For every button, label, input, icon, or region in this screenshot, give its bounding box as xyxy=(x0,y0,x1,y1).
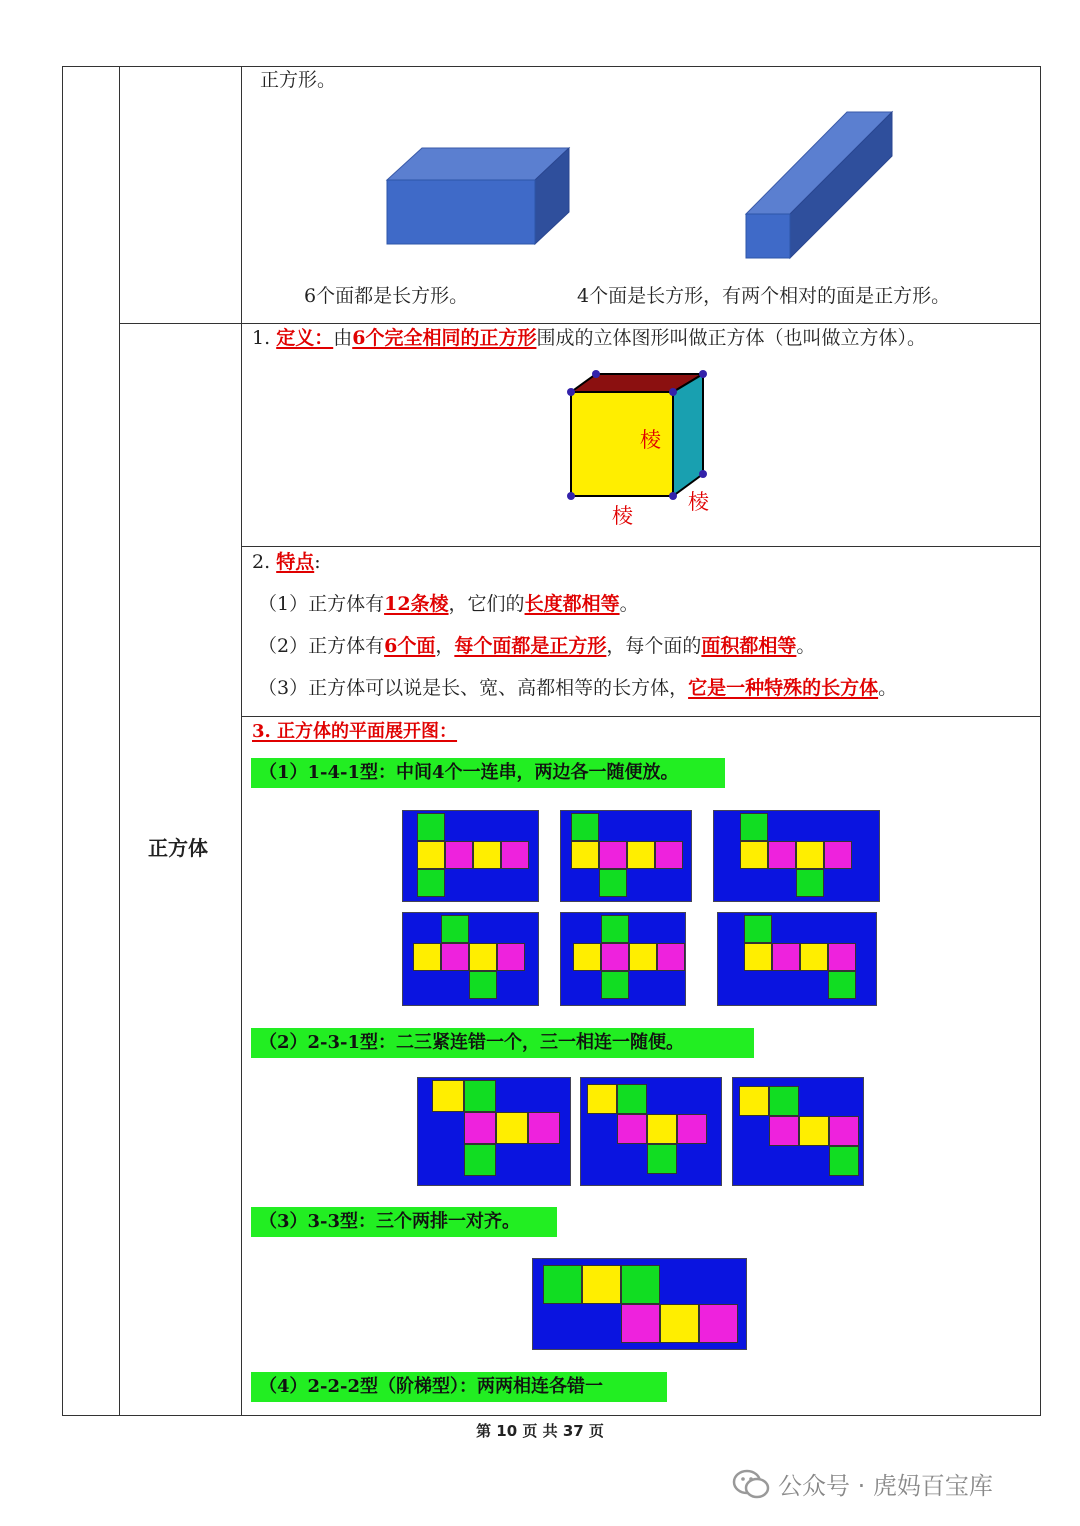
net-square xyxy=(417,841,445,869)
net-square xyxy=(769,1086,799,1116)
net-square xyxy=(796,869,824,897)
feature-highlight: 每个面都是正方形 xyxy=(454,635,607,657)
feature-text: 。 xyxy=(619,593,639,615)
net-square xyxy=(657,943,685,971)
net-type-2-bar: （2）2-3-1型：二三紧连错一个，三一相连一随便。 xyxy=(251,1028,754,1058)
vertex-dot xyxy=(567,492,575,500)
definition-line xyxy=(252,326,926,350)
definition-highlight: 6个完全相同的正方形 xyxy=(352,327,537,349)
net-square xyxy=(740,841,768,869)
net-square xyxy=(601,943,629,971)
net-square xyxy=(800,943,828,971)
vertex-dot xyxy=(567,388,575,396)
feature-text: ，它们的 xyxy=(448,593,525,615)
net-square xyxy=(627,841,655,869)
net-square xyxy=(744,915,772,943)
net-square xyxy=(441,915,469,943)
net-square xyxy=(501,841,529,869)
row-divider xyxy=(241,546,1040,547)
feature-highlight: 它是一种特殊的长方体 xyxy=(688,677,879,699)
net-diagram xyxy=(560,912,686,1006)
net-type-4-bar: （4）2-2-2型（阶梯型）：两两相连各错一 xyxy=(251,1372,667,1402)
net-square xyxy=(768,841,796,869)
net-square xyxy=(740,813,768,841)
feature-text: （3）正方体可以说是长、宽、高都相等的长方体， xyxy=(258,677,689,699)
edge-label: 棱 xyxy=(640,428,661,452)
net-square xyxy=(528,1112,560,1144)
net-square xyxy=(601,915,629,943)
row-divider xyxy=(241,716,1040,717)
feature-highlight: 长度都相等 xyxy=(524,593,620,615)
net-square xyxy=(571,813,599,841)
net-square xyxy=(660,1304,699,1343)
net-square xyxy=(647,1114,677,1144)
row-label: 正方体 xyxy=(148,836,208,860)
definition-num: 1. xyxy=(252,327,271,349)
net-square xyxy=(417,869,445,897)
net-square xyxy=(699,1304,738,1343)
definition-pre: 由 xyxy=(333,327,353,349)
feature-highlight: 12条棱 xyxy=(384,593,449,615)
net-square xyxy=(744,943,772,971)
vertex-dot xyxy=(699,470,707,478)
net-square xyxy=(464,1144,496,1176)
caption-left: 6个面都是长方形。 xyxy=(304,285,469,307)
feature-highlight: 面积都相等 xyxy=(701,635,797,657)
net-square xyxy=(617,1114,647,1144)
net-square xyxy=(582,1265,621,1304)
caption-right: 4个面是长方形，有两个相对的面是正方形。 xyxy=(577,285,951,307)
net-diagram xyxy=(732,1077,864,1186)
net-square xyxy=(824,841,852,869)
net-square xyxy=(599,841,627,869)
net-diagram xyxy=(532,1258,747,1350)
net-square xyxy=(497,943,525,971)
net-square xyxy=(796,841,824,869)
net-diagram xyxy=(713,810,880,902)
net-square xyxy=(432,1080,464,1112)
net-diagram xyxy=(402,810,539,902)
feature-text: 。 xyxy=(796,635,816,657)
watermark-text: 公众号 · 虎妈百宝库 xyxy=(778,1472,993,1500)
net-square xyxy=(413,943,441,971)
features-num: 2. xyxy=(252,551,271,573)
column-divider xyxy=(119,67,120,1415)
net-square xyxy=(445,841,473,869)
definition-label: 定义： xyxy=(276,327,334,349)
net-diagram xyxy=(717,912,877,1006)
net-square xyxy=(571,841,599,869)
net-square xyxy=(441,943,469,971)
net-square xyxy=(601,971,629,999)
net-diagram xyxy=(560,810,692,902)
net-square xyxy=(617,1084,647,1114)
edge-label: 棱 xyxy=(688,490,709,514)
net-square xyxy=(799,1116,829,1146)
net-square xyxy=(621,1304,660,1343)
net-square xyxy=(629,943,657,971)
row-divider xyxy=(119,323,1040,324)
feature-item-3 xyxy=(258,676,897,700)
long-cuboid-figure xyxy=(740,108,900,264)
net-square xyxy=(464,1112,496,1144)
net-square xyxy=(772,943,800,971)
nets-heading: 3. 正方体的平面展开图： xyxy=(252,721,458,742)
feature-text: （1）正方体有 xyxy=(258,593,385,615)
feature-text: 。 xyxy=(878,677,898,699)
net-square xyxy=(677,1114,707,1144)
net-square xyxy=(464,1080,496,1112)
net-diagram xyxy=(580,1077,722,1186)
net-type-1-bar: （1）1-4-1型：中间4个一连串，两边各一随便放。 xyxy=(251,758,725,788)
feature-text: （2）正方体有 xyxy=(258,635,385,657)
vertex-dot xyxy=(699,370,707,378)
net-type-3-bar: （3）3-3型：三个两排一对齐。 xyxy=(251,1207,557,1237)
net-square xyxy=(599,869,627,897)
vertex-dot xyxy=(669,388,677,396)
feature-text: ， xyxy=(435,635,455,657)
text-square: 正方形。 xyxy=(260,69,337,91)
feature-item-2 xyxy=(258,634,815,658)
feature-text: ，每个面的 xyxy=(606,635,702,657)
net-square xyxy=(417,813,445,841)
features-colon: : xyxy=(314,551,321,573)
feature-highlight: 6个面 xyxy=(384,635,436,657)
definition-post: 围成的立体图形叫做正方体（也叫做立方体）。 xyxy=(536,327,926,349)
vertex-dot xyxy=(592,370,600,378)
vertex-dot xyxy=(669,492,677,500)
net-square xyxy=(655,841,683,869)
net-square xyxy=(469,971,497,999)
net-square xyxy=(587,1084,617,1114)
net-square xyxy=(829,1116,859,1146)
net-square xyxy=(647,1144,677,1174)
net-square xyxy=(829,1146,859,1176)
net-square xyxy=(543,1265,582,1304)
net-square xyxy=(828,943,856,971)
edge-label: 棱 xyxy=(612,504,633,528)
net-square xyxy=(739,1086,769,1116)
page-footer: 第 10 页 共 37 页 xyxy=(476,1422,604,1440)
cuboid-figure xyxy=(380,140,580,250)
net-diagram xyxy=(417,1077,571,1186)
net-square xyxy=(469,943,497,971)
features-heading xyxy=(252,550,321,574)
watermark xyxy=(732,1466,993,1501)
features-label: 特点 xyxy=(276,551,315,573)
net-square xyxy=(496,1112,528,1144)
net-square xyxy=(769,1116,799,1146)
net-square xyxy=(828,971,856,999)
net-square xyxy=(473,841,501,869)
wechat-icon xyxy=(732,1468,770,1500)
net-square xyxy=(621,1265,660,1304)
net-diagram xyxy=(402,912,539,1006)
column-divider xyxy=(241,67,242,1415)
feature-item-1 xyxy=(258,592,639,616)
net-square xyxy=(573,943,601,971)
